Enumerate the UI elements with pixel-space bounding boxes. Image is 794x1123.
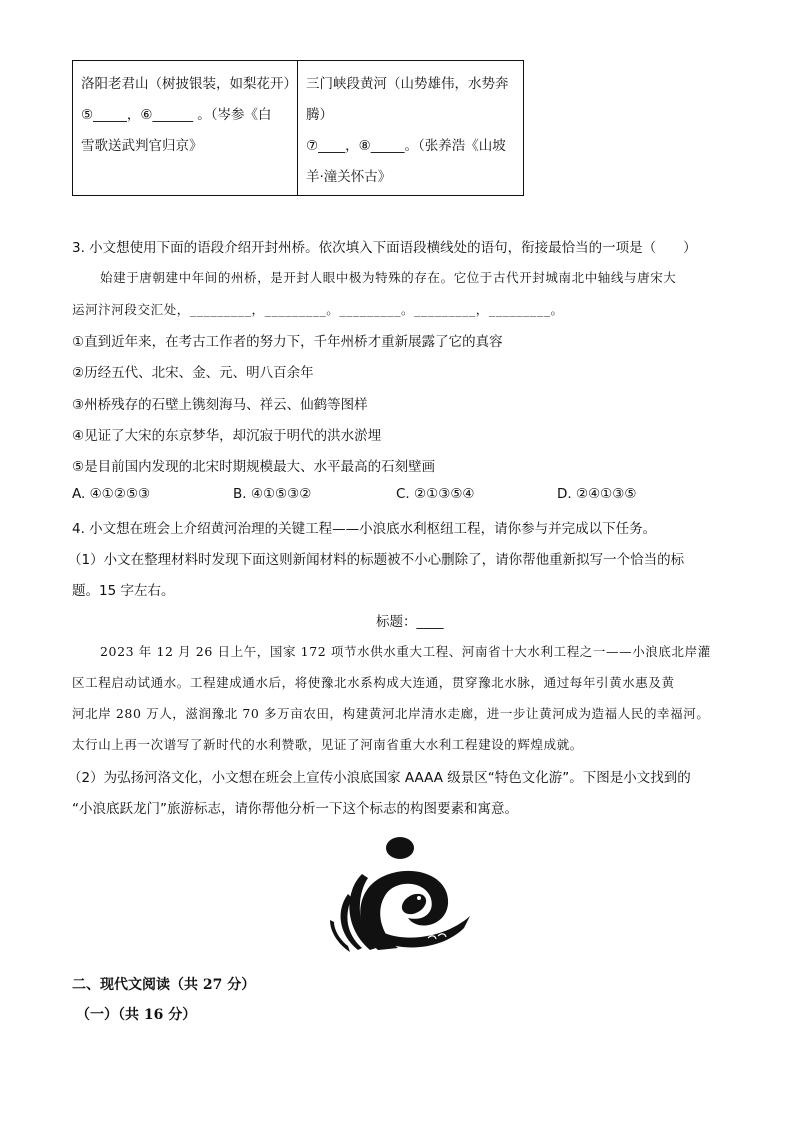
option-c[interactable]: C. ②①③⑤④	[396, 486, 475, 502]
option-a[interactable]: A. ④①②⑤③	[72, 486, 151, 502]
sentence-item: ④见证了大宋的东京梦华，却沉寂于明代的洪水淤埋	[72, 428, 382, 444]
section-heading: 二、现代文阅读（共 27 分）	[72, 977, 256, 993]
poem-cell-luoyang	[73, 61, 298, 195]
poem-line: ⑤_____，⑥______ 。（岑参《白	[81, 107, 272, 123]
title-prompt: 标题：____	[376, 614, 444, 630]
option-b[interactable]: B. ④①⑤③②	[233, 486, 312, 502]
question-4-sub1: （1）小文在整理材料时发现下面这则新闻材料的标题被不小心删除了，请你帮他重新拟写一个恰当的标	[68, 552, 685, 568]
passage-line: 始建于唐朝建中年间的州桥，是开封人眼中极为特殊的存在。它位于古代开封城南北中轴线与唐宋大	[100, 270, 677, 285]
section-subheading: （一）（共 16 分）	[76, 1007, 197, 1023]
sentence-item: ②历经五代、北宋、金、元、明八百余年	[72, 365, 314, 381]
poem-table	[72, 60, 524, 196]
news-line: 太行山上再一次谱写了新时代的水利赞歌，见证了河南省重大水利工程建设的辉煌成就。	[72, 737, 583, 752]
poem-line: 羊·潼关怀古》	[306, 169, 392, 185]
question-3-stem: 3. 小文想使用下面的语段介绍开封州桥。依次填入下面语段横线处的语句，衔接最恰当的一项是（ ）	[72, 240, 697, 256]
poem-line: ⑦____，⑧_____。（张养浩《山坡	[306, 138, 506, 154]
passage-line: 运河汴河段交汇处，_________，_________。_________。_________，_________。	[72, 302, 564, 317]
question-4-sub2-cont: “小浪底跃龙门”旅游标志，请你帮他分析一下这个标志的构图要素和寓意。	[72, 801, 518, 817]
poem-cell-sanmenxia	[298, 61, 523, 195]
news-line: 河北岸 280 万人，滋润豫北 70 多万亩农田，构建黄河北岸清水走廊，进一步让黄河成为造福人民的幸福河。	[72, 706, 710, 721]
poem-line: 腾）	[306, 107, 333, 123]
poem-line: 雪歌送武判官归京》	[81, 138, 203, 154]
poem-line: 洛阳老君山（树披银装，如梨花开）	[81, 76, 297, 92]
question-4-sub2: （2）为弘扬河洛文化，小文想在班会上宣传小浪底国家 AAAA 级景区“特色文化游”。下图是小文找到的	[68, 770, 691, 786]
sentence-item: ⑤是目前国内发现的北宋时期规模最大、水平最高的石刻壁画	[72, 459, 436, 475]
news-line: 区工程启动试通水。工程建成通水后，将使豫北水系构成大连通，贯穿豫北水脉，通过每年引黄水惠及黄	[72, 675, 675, 690]
sentence-item: ①直到近年来，在考古工作者的努力下，千年州桥才重新展露了它的真容	[72, 334, 503, 350]
poem-line: 三门峡段黄河（山势雄伟，水势奔	[306, 76, 509, 92]
sentence-item: ③州桥残存的石壁上镌刻海马、祥云、仙鹤等图样	[72, 397, 368, 413]
news-line: 2023 年 12 月 26 日上午，国家 172 项节水供水重大工程、河南省十大水利工程之一——小浪底北岸灌	[100, 644, 711, 659]
xiaolangdi-logo-icon	[318, 832, 474, 958]
question-4-stem: 4. 小文想在班会上介绍黄河治理的关键工程——小浪底水利枢纽工程，请你参与并完成以下任务。	[72, 521, 657, 537]
option-d[interactable]: D. ②④①③⑤	[557, 486, 637, 502]
question-4-sub1-cont: 题。15 字左右。	[72, 583, 175, 599]
